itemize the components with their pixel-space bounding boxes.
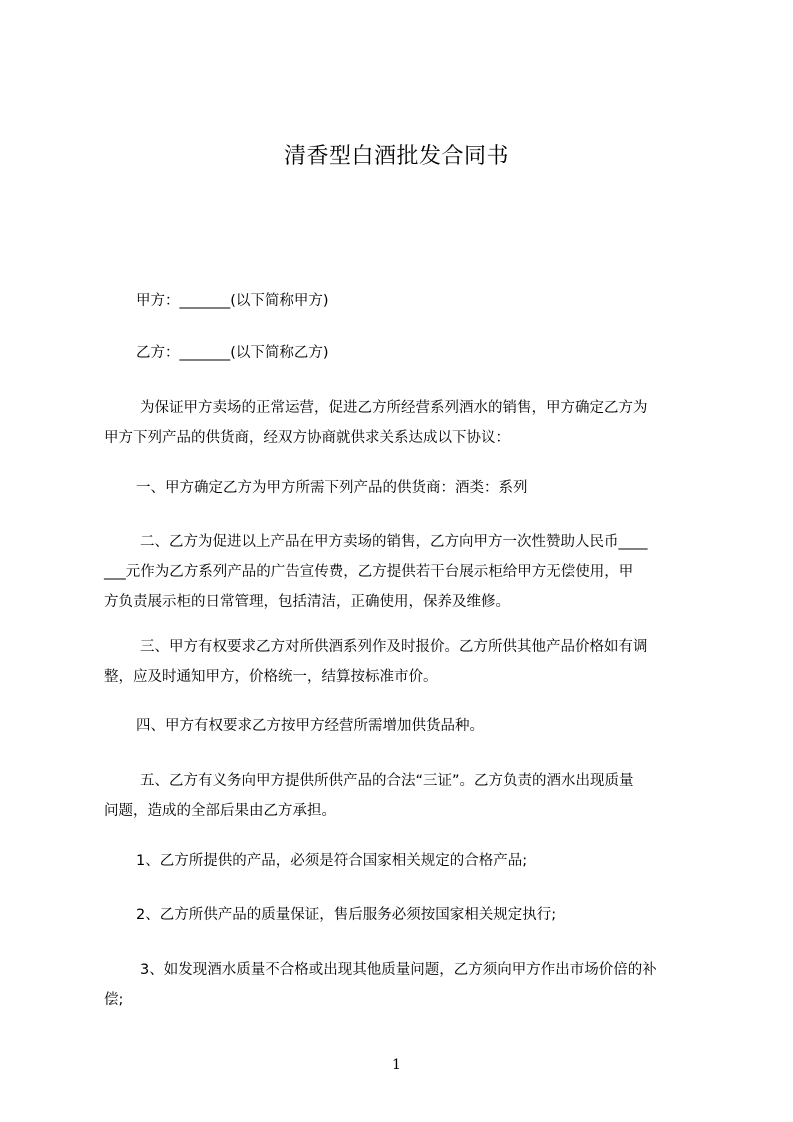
paragraph-line: 1、乙方所提供的产品，必须是符合国家相关规定的合格产品; bbox=[136, 853, 528, 869]
sub-item-1 bbox=[136, 846, 527, 876]
clause-1 bbox=[136, 473, 528, 503]
paragraph-line: ___元作为乙方系列产品的广告宣传费，乙方提供若干台展示柜给甲方无偿使用，甲 bbox=[104, 564, 634, 580]
clause-3 bbox=[104, 632, 648, 692]
clause-4 bbox=[136, 711, 484, 741]
paragraph-line: 问题，造成的全部后果由乙方承担。 bbox=[104, 803, 336, 819]
paragraph-line: 偿; bbox=[104, 992, 124, 1008]
party-a-line bbox=[136, 286, 329, 316]
paragraph-line: 四、甲方有权要求乙方按甲方经营所需增加供货品种。 bbox=[136, 718, 484, 734]
paragraph-line: 3、如发现酒水质量不合格或出现其他质量问题，乙方须向甲方作出市场价倍的补 bbox=[140, 962, 657, 978]
paragraph-line: 整，应及时通知甲方，价格统一，结算按标准市价。 bbox=[104, 669, 438, 685]
clause-2 bbox=[104, 527, 648, 617]
paragraph-line: 三、甲方有权要求乙方对所供酒系列作及时报价。乙方所供其他产品价格如有调 bbox=[140, 639, 648, 655]
clause-5 bbox=[104, 766, 634, 826]
paragraph-line: 甲方：_______(以下简称甲方) bbox=[136, 293, 329, 309]
paragraph-line: 五、乙方有义务向甲方提供所供产品的合法“三证”。乙方负责的酒水出现质量 bbox=[140, 773, 634, 789]
paragraph-line: 2、乙方所供产品的质量保证，售后服务必须按国家相关规定执行; bbox=[136, 907, 557, 923]
page-number: 1 bbox=[392, 1057, 401, 1073]
party-b-line bbox=[136, 338, 329, 368]
paragraph-line: 甲方下列产品的供货商，经双方协商就供求关系达成以下协议： bbox=[104, 430, 510, 446]
paragraph-line: 乙方：_______(以下简称乙方) bbox=[136, 345, 329, 361]
sub-item-2 bbox=[136, 900, 556, 930]
paragraph-line: 一、甲方确定乙方为甲方所需下列产品的供货商：酒类：系列 bbox=[136, 480, 528, 496]
preamble-paragraph bbox=[104, 393, 648, 453]
paragraph-line: 为保证甲方卖场的正常运营，促进乙方所经营系列酒水的销售，甲方确定乙方为 bbox=[140, 400, 648, 416]
paragraph-line: 方负责展示柜的日常管理，包括清洁，正确使用，保养及维修。 bbox=[104, 594, 510, 610]
document-title: 清香型白酒批发合同书 bbox=[283, 144, 509, 169]
sub-item-3 bbox=[104, 955, 657, 1015]
paragraph-line: 二、乙方为促进以上产品在甲方卖场的销售，乙方向甲方一次性赞助人民币____ bbox=[140, 534, 648, 550]
